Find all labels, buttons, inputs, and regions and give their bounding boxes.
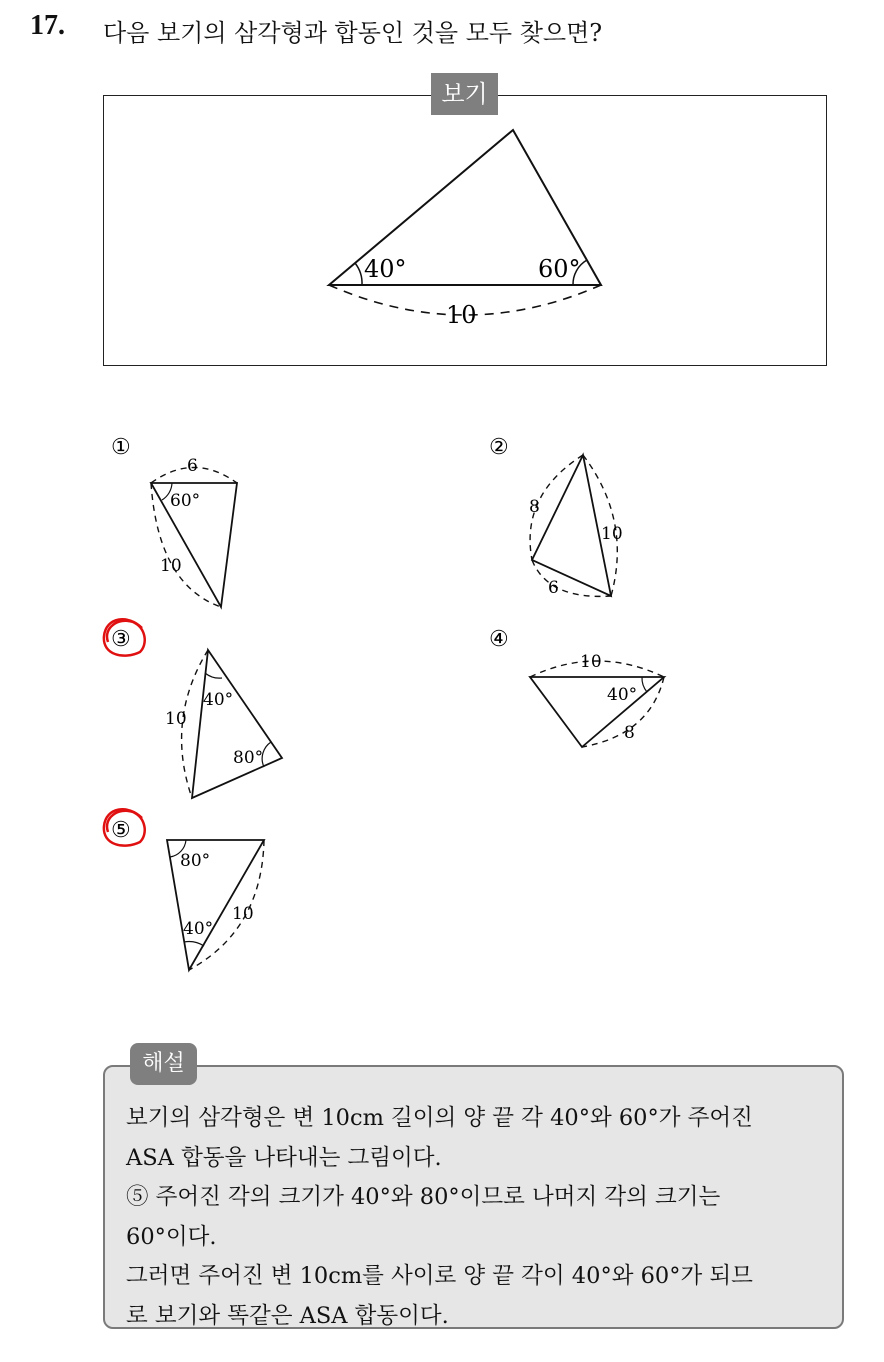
solution-line-2: ASA 합동을 나타내는 그림이다. <box>126 1144 442 1171</box>
choice-4-label-side: 8 <box>624 723 635 743</box>
solution-tag: 해설 <box>130 1043 197 1085</box>
choice-5-num: ⑤ <box>111 818 131 843</box>
choice-2-label-bottom: 6 <box>548 578 559 598</box>
choice-3-label-angle-top: 40° <box>203 690 234 710</box>
bogi-side: 10 <box>446 301 477 329</box>
bogi-angle-right: 60° <box>538 255 581 283</box>
bogi-angle-left: 40° <box>364 255 407 283</box>
bogi-triangle <box>329 130 601 315</box>
choice-2-num: ② <box>489 435 509 460</box>
question-number: 17. <box>30 10 65 41</box>
choice-3-triangle <box>182 650 282 798</box>
choice-5-label-angle-bottom: 40° <box>183 919 214 939</box>
choice-4-label-angle: 40° <box>607 685 638 705</box>
bogi-tag: 보기 <box>431 73 498 115</box>
choice-1-triangle <box>151 468 237 608</box>
choice-5-label-side: 10 <box>232 904 254 924</box>
solution-line-3: ⑤ 주어진 각의 크기가 40°와 80°이므로 나머지 각의 크기는 <box>126 1184 721 1210</box>
solution-line-4: 60°이다. <box>126 1223 217 1250</box>
choice-5-label-angle-top: 80° <box>180 851 211 871</box>
choice-1-num: ① <box>111 435 131 460</box>
choice-2-label-right: 10 <box>601 524 623 544</box>
choice-1-label-top: 6 <box>187 456 198 476</box>
solution-body <box>126 1099 831 1336</box>
solution-line-6: 로 보기와 똑같은 ASA 합동이다. <box>126 1302 449 1329</box>
choice-4-label-top: 10 <box>580 652 602 672</box>
choice-3-label-side: 10 <box>165 709 187 729</box>
solution-line-5: 그러면 주어진 변 10cm를 사이로 양 끝 각이 40°와 60°가 되므 <box>126 1263 753 1289</box>
choice-2-label-left: 8 <box>529 497 540 517</box>
choice-1-label-angle: 60° <box>170 491 201 511</box>
question-text: 다음 보기의 삼각형과 합동인 것을 모두 찾으면? <box>103 19 603 47</box>
choice-4-triangle <box>530 661 664 747</box>
choice-3-num: ③ <box>111 627 131 652</box>
choice-4-num: ④ <box>489 627 509 652</box>
solution-line-1: 보기의 삼각형은 변 10cm 길이의 양 끝 각 40°와 60°가 주어진 <box>126 1105 753 1131</box>
choice-3-label-angle-right: 80° <box>233 748 264 768</box>
choice-1-label-side: 10 <box>160 556 182 576</box>
